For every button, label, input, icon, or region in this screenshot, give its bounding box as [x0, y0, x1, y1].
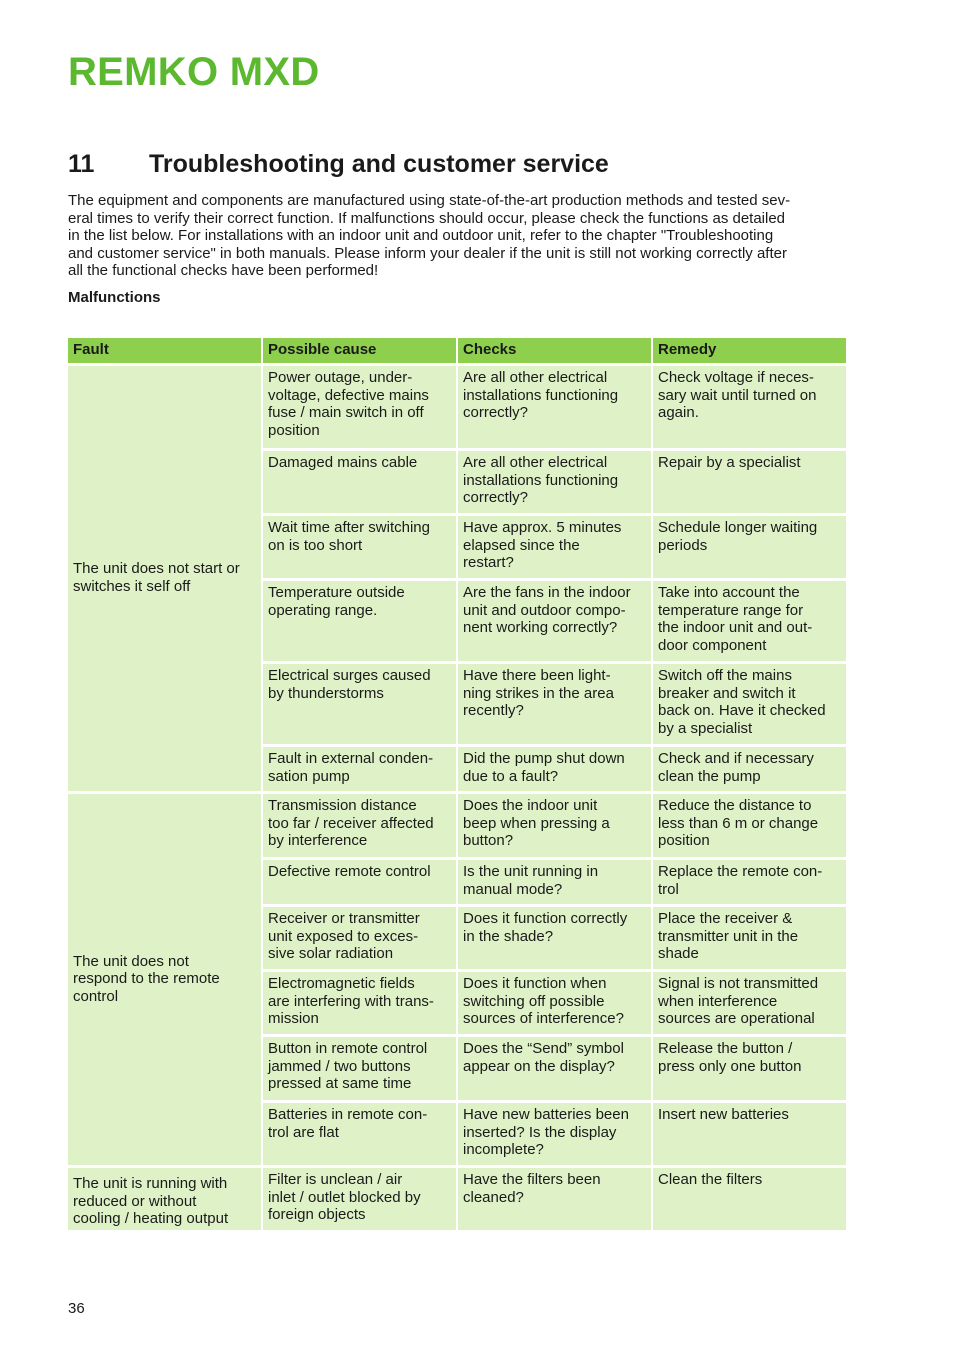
check-cell-line: Does it function when [463, 975, 607, 992]
cause-cell-line: Transmission distance [268, 797, 417, 814]
intro-line: and customer service" in both manuals. Please inform your dealer if the unit is still not working correctly after [68, 244, 787, 262]
header-checks: Checks [458, 338, 651, 363]
remedy-cell-line: sary wait until turned on [658, 386, 817, 404]
check-cell-line: recently? [463, 702, 524, 720]
cause-cell-line: by interference [268, 832, 368, 850]
remedy-cell [653, 664, 846, 744]
check-cell [458, 907, 651, 969]
remedy-cell [653, 581, 846, 661]
remedy-cell-line: position [658, 832, 710, 850]
check-cell-line: Is the unit running in [463, 863, 599, 880]
page-number: 36 [68, 1300, 85, 1317]
check-cell-line: inserted? Is the display [463, 1123, 617, 1141]
cause-cell-line: Batteries in remote con- [268, 1106, 428, 1123]
fault-cell-line: respond to the remote [73, 970, 220, 988]
cause-cell [263, 860, 456, 904]
check-cell-line: Are the fans in the indoor [463, 584, 631, 601]
check-cell [458, 747, 651, 791]
remedy-cell [653, 1103, 846, 1165]
section-number: 11 [68, 150, 95, 178]
cause-cell-line: are interfering with trans- [268, 992, 434, 1010]
cause-cell [263, 451, 456, 513]
remedy-cell [653, 794, 846, 857]
cause-cell-line: operating range. [268, 601, 378, 619]
check-cell-line: due to a fault? [463, 767, 559, 785]
intro-line: in the list below. For installations with an indoor unit and outdoor unit, refer to the chapter "Troubleshooting [68, 227, 774, 245]
check-cell-line: nent working correctly? [463, 619, 618, 637]
cause-cell-line: Wait time after switching [268, 519, 430, 536]
check-cell [458, 366, 651, 448]
check-cell [458, 1168, 651, 1230]
check-cell-line: ning strikes in the area [463, 684, 614, 702]
cause-cell [263, 794, 456, 857]
fault-cell [68, 366, 261, 791]
check-cell-line: Have approx. 5 minutes [463, 519, 622, 536]
cause-cell-line: Filter is unclean / air [268, 1171, 403, 1188]
section-title-text: Troubleshooting and customer service [149, 150, 609, 178]
check-cell-line: installations functioning [463, 386, 619, 404]
fault-cell [68, 1168, 261, 1230]
intro-line: eral times to verify their correct function. If malfunctions should occur, please check the functions as detailed [68, 209, 786, 227]
remedy-cell-line: transmitter unit in the [658, 927, 799, 945]
table-header-row [68, 338, 846, 363]
remedy-cell-line: Repair by a specialist [658, 454, 801, 471]
cause-cell [263, 972, 456, 1034]
cause-cell-line: voltage, defective mains [268, 386, 429, 404]
cause-cell-line: Temperature outside [268, 584, 405, 601]
remedy-cell-line: by a specialist [658, 719, 753, 737]
remedy-cell [653, 366, 846, 448]
remedy-cell-line: Check voltage if neces- [658, 369, 814, 386]
intro-line: The equipment and components are manufactured using state-of-the-art production methods and tested sev- [68, 192, 791, 209]
cause-cell [263, 1103, 456, 1165]
remedy-cell-line: the indoor unit and out- [658, 619, 813, 637]
cause-cell [263, 581, 456, 661]
cause-cell-line: fuse / main switch in off [268, 404, 424, 422]
check-cell-line: correctly? [463, 489, 529, 507]
malfunctions-subheading: Malfunctions [68, 289, 161, 306]
cause-cell-line: foreign objects [268, 1206, 366, 1224]
cause-cell-line: Fault in external conden- [268, 750, 434, 767]
cause-cell-line: unit exposed to exces- [268, 927, 419, 945]
remedy-cell-line: press only one button [658, 1057, 802, 1075]
remedy-cell-line: when interference [658, 992, 778, 1010]
cause-cell [263, 1037, 456, 1100]
remedy-cell-line: door component [658, 636, 767, 654]
cause-cell [263, 664, 456, 744]
cause-cell-line: Defective remote control [268, 863, 431, 880]
cause-cell-line: Damaged mains cable [268, 454, 418, 471]
intro-line: all the functional checks have been performed! [68, 262, 379, 280]
remedy-cell-line: Place the receiver & [658, 910, 793, 927]
cause-cell-line: sation pump [268, 767, 350, 785]
remedy-cell-line: Check and if necessary [658, 750, 814, 767]
check-cell-line: Are all other electrical [463, 369, 608, 386]
fault-cell-line: control [73, 987, 119, 1005]
cause-cell-line: trol are flat [268, 1123, 339, 1141]
check-cell-line: Have new batteries been [463, 1106, 629, 1123]
cause-cell [263, 907, 456, 969]
remedy-cell [653, 1037, 846, 1100]
table-row [68, 794, 846, 857]
remedy-cell-line: less than 6 m or change [658, 814, 819, 832]
check-cell-line: button? [463, 832, 514, 850]
cause-cell-line: Electrical surges caused [268, 667, 431, 684]
cause-cell-line: mission [268, 1010, 319, 1028]
check-cell-line: Did the pump shut down [463, 750, 625, 767]
cause-cell [263, 747, 456, 791]
intro-paragraph [68, 192, 843, 280]
header-fault: Fault [68, 338, 261, 363]
table-row [68, 366, 846, 448]
check-cell-line: Have the filters been [463, 1171, 601, 1188]
cause-cell [263, 1168, 456, 1230]
fault-cell-line: The unit does not start or [73, 560, 240, 578]
remedy-cell-line: again. [658, 404, 699, 422]
brand-title: REMKO MXD [68, 50, 320, 94]
check-cell-line: correctly? [463, 404, 529, 422]
remedy-cell [653, 747, 846, 791]
header-possible-cause: Possible cause [263, 338, 456, 363]
check-cell-line: installations functioning [463, 471, 619, 489]
remedy-cell [653, 907, 846, 969]
remedy-cell-line: trol [658, 880, 679, 898]
cause-cell-line: inlet / outlet blocked by [268, 1188, 421, 1206]
cause-cell-line: too far / receiver affected [268, 814, 434, 832]
check-cell [458, 1037, 651, 1100]
remedy-cell [653, 972, 846, 1034]
check-cell-line: cleaned? [463, 1188, 524, 1206]
check-cell [458, 794, 651, 857]
remedy-cell [653, 1168, 846, 1230]
remedy-cell-line: clean the pump [658, 767, 761, 785]
check-cell-line: unit and outdoor compo- [463, 601, 626, 619]
check-cell-line: manual mode? [463, 880, 563, 898]
check-cell-line: beep when pressing a [463, 814, 610, 832]
table-row [68, 1168, 846, 1230]
fault-cell-line: The unit does not [73, 952, 189, 970]
check-cell [458, 860, 651, 904]
check-cell [458, 972, 651, 1034]
check-cell-line: Does the “Send” symbol [463, 1040, 624, 1057]
malfunctions-table [66, 335, 848, 1233]
cause-cell-line: Receiver or transmitter [268, 910, 420, 927]
check-cell-line: Does it function correctly [463, 910, 628, 927]
check-cell-line: restart? [463, 554, 514, 572]
cause-cell-line: position [268, 421, 320, 439]
cause-cell [263, 366, 456, 448]
fault-cell-line: cooling / heating output [73, 1210, 229, 1228]
remedy-cell-line: Reduce the distance to [658, 797, 812, 814]
fault-cell-line: reduced or without [73, 1192, 197, 1210]
section-heading [68, 150, 609, 179]
remedy-cell-line: back on. Have it checked [658, 702, 826, 720]
remedy-cell-line: periods [658, 536, 708, 554]
check-cell-line: elapsed since the [463, 536, 580, 554]
remedy-cell-line: Insert new batteries [658, 1106, 789, 1123]
check-cell-line: appear on the display? [463, 1057, 615, 1075]
header-remedy: Remedy [653, 338, 846, 363]
cause-cell-line: Button in remote control [268, 1040, 428, 1057]
fault-cell [68, 794, 261, 1165]
check-cell [458, 451, 651, 513]
check-cell-line: incomplete? [463, 1141, 544, 1159]
remedy-cell-line: shade [658, 945, 699, 963]
fault-cell-line: The unit is running with [73, 1175, 228, 1193]
cause-cell-line: jammed / two buttons [268, 1057, 411, 1075]
remedy-cell [653, 860, 846, 904]
cause-cell-line: Power outage, under- [268, 369, 413, 386]
remedy-cell-line: Clean the filters [658, 1171, 763, 1188]
check-cell-line: in the shade? [463, 927, 554, 945]
check-cell [458, 581, 651, 661]
cause-cell-line: sive solar radiation [268, 945, 394, 963]
remedy-cell [653, 516, 846, 578]
check-cell-line: sources of interference? [463, 1010, 624, 1028]
remedy-cell-line: temperature range for [658, 601, 804, 619]
remedy-cell-line: Replace the remote con- [658, 863, 823, 880]
remedy-cell [653, 451, 846, 513]
check-cell [458, 1103, 651, 1165]
check-cell [458, 664, 651, 744]
check-cell [458, 516, 651, 578]
cause-cell-line: by thunderstorms [268, 684, 384, 702]
remedy-cell-line: Schedule longer waiting [658, 519, 818, 536]
cause-cell-line: Electromagnetic fields [268, 975, 415, 992]
fault-cell-line: switches it self off [73, 578, 191, 595]
remedy-cell-line: Switch off the mains [658, 667, 792, 684]
cause-cell [263, 516, 456, 578]
remedy-cell-line: Release the button / [658, 1040, 793, 1057]
check-cell-line: Are all other electrical [463, 454, 608, 471]
check-cell-line: switching off possible [463, 992, 605, 1010]
remedy-cell-line: Signal is not transmitted [658, 975, 819, 992]
cause-cell-line: on is too short [268, 536, 363, 554]
remedy-cell-line: sources are operational [658, 1010, 815, 1028]
check-cell-line: Have there been light- [463, 667, 611, 684]
cause-cell-line: pressed at same time [268, 1075, 412, 1093]
check-cell-line: Does the indoor unit [463, 797, 598, 814]
table-body [68, 366, 846, 1230]
remedy-cell-line: Take into account the [658, 584, 800, 601]
remedy-cell-line: breaker and switch it [658, 684, 796, 702]
